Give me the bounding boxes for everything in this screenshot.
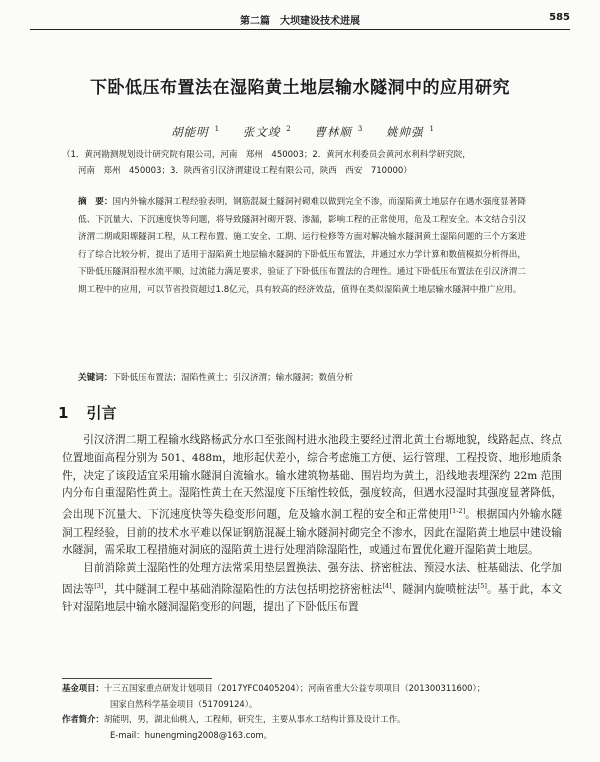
- abstract: [78, 194, 526, 300]
- keywords: [78, 371, 526, 383]
- fund-label: 基金项目：: [62, 683, 104, 693]
- author-note-text: 胡能明，男，湖北仙桃人，工程师，研究生，主要从事水工结构计算及设计工作。: [103, 714, 406, 725]
- running-header-section: 第二篇 大坝建设技术进展: [240, 16, 360, 27]
- affiliation-line: 河南 郑州 450003；3．陕西省引汉济渭建设工程有限公司，陕西 西安 710000）: [78, 166, 412, 176]
- text-run: 、隧洞内旋喷桩法: [391, 583, 478, 596]
- paper-title: 下卧低压布置法在湿陷黄土地层输水隧洞中的应用研究: [90, 78, 510, 98]
- text-run: 。基于此，本文针对湿陷地层中输水隧洞湿陷变形的问题，提出了下卧低压布置: [62, 583, 563, 614]
- author-email: E-mail：hunengming2008@163.com。: [110, 729, 273, 740]
- header-rule: [30, 29, 570, 30]
- paragraph: [62, 560, 562, 617]
- footnote-rule: [62, 678, 212, 679]
- author-affil-mark: 1: [429, 125, 435, 134]
- author: [308, 125, 363, 139]
- citation: [4]: [382, 581, 392, 590]
- page-number: 585: [549, 12, 570, 23]
- fund-text: 十三五国家重点研发计划项目（2017YFC0405204）；河南省重大公益专项项目（201300311600）；: [103, 683, 486, 693]
- fund-note: [62, 681, 562, 697]
- abstract-text: 国内外输水隧洞工程经验表明，钢筋混凝土隧洞衬砌难以做到完全不渗，而湿陷黄土地层存在遇水强度显著降低、下沉量大、下沉速度快等问题，将导致隧洞衬砌开裂、渗漏，影响工程的正常使用，危及工程安全。本文结合引汉济渭二期咸阳塬隧洞工程，从工程布置、施工安全、工期、运行检修等方面对解决输水隧洞黄土湿陷问题的三个方案进行了综合比较分析，提出了适用于湿陷黄土地层输水隧洞的下卧低压布置法，并通过水力学计算和数值模拟分析得出，下卧低压隧洞沿程水流平顺，过流能力满足要求，验证了下卧低压布置法的合理性。通过下卧低压布置法在引汉济渭二期工程中的应用，可以节省投资超过1.8亿元，具有较高的经济效益，值得在类似湿陷黄土地层输水隧洞中推广应用。: [78, 197, 526, 295]
- paragraph: [62, 432, 562, 560]
- text-run: 。根据国内外输水隧洞工程经验，目前的技术水平难以保证钢筋混凝土输水隧洞衬砌完全不渗水，因此在湿陷黄土地层中建设输水隧洞，需采取工程措施对洞底的湿陷黄土进行处理消除湿陷性，或通过布置优化避开湿陷黄土地层。: [62, 508, 562, 557]
- author-affil-mark: 1: [214, 125, 221, 134]
- affiliations: [62, 147, 540, 179]
- text-run: ，其中隧洞工程中基础消除湿陷性的方法包括明挖挤密桩法: [103, 583, 383, 596]
- citation: [5]: [477, 581, 487, 590]
- author: [237, 125, 292, 139]
- author-name: 姚帅强: [385, 125, 424, 139]
- author-note: [62, 712, 562, 728]
- citation: [3]: [94, 581, 104, 590]
- author-affil-mark: 3: [357, 125, 364, 134]
- body-text: [62, 432, 562, 617]
- author-note-label: 作者简介：: [62, 714, 104, 725]
- footnotes: [62, 681, 562, 743]
- section-number: 1: [58, 404, 69, 422]
- text-run: 引汉济渭二期工程输水线路杨武分水口至张阁村进水池段主要经过渭北黄土台塬地貌，线路起点、终点位置地面高程分别为 501、488m，地形起伏差小，综合考虑施工方便、运行管理、工程投资、地形地质条件，决定了该段适宜采用输水隧洞自流输水。输水建筑物基础、围岩均为黄土，沿线地表埋深约 22m 范围内分布自重湿陷性黄土。湿陷性黄土在天然湿度下压缩性较低，强度较高，但遇水浸湿时其强度显著降低，会出现下沉量大、下沉速度快等失稳变形问题，危及输水洞工程的安全和正常使用: [62, 434, 562, 521]
- author-name: 曹林顺: [314, 125, 352, 139]
- citation: [1-2]: [449, 507, 466, 516]
- keywords-label: 关键词：: [78, 373, 113, 383]
- author-affil-mark: 2: [286, 125, 292, 134]
- author-list: [30, 124, 570, 140]
- section-heading: [58, 402, 116, 423]
- author: [165, 125, 220, 139]
- fund-text-cont: 国家自然科学基金项目（51709124）。: [110, 698, 258, 709]
- abstract-label: 摘 要：: [78, 197, 113, 207]
- keywords-text: 下卧低压布置法；湿陷性黄土；引汉济渭；输水隧洞；数值分析: [112, 373, 354, 383]
- affiliation-line: （1．黄河勘测规划设计研究院有限公司，河南 郑州 450003；2．黄河水利委员会黄河水利科学研究院，: [62, 150, 471, 160]
- text-run: 目前消除黄土湿陷性的处理方法常采用垫层置换法、强夯法、挤密桩法、预浸水法、桩基础法、化学加固法等: [62, 562, 562, 596]
- author: [380, 125, 435, 139]
- author-name: 胡能明: [171, 125, 209, 139]
- running-header: [30, 10, 570, 28]
- author-name: 张文竣: [242, 125, 281, 139]
- section-title: 引言: [86, 404, 117, 422]
